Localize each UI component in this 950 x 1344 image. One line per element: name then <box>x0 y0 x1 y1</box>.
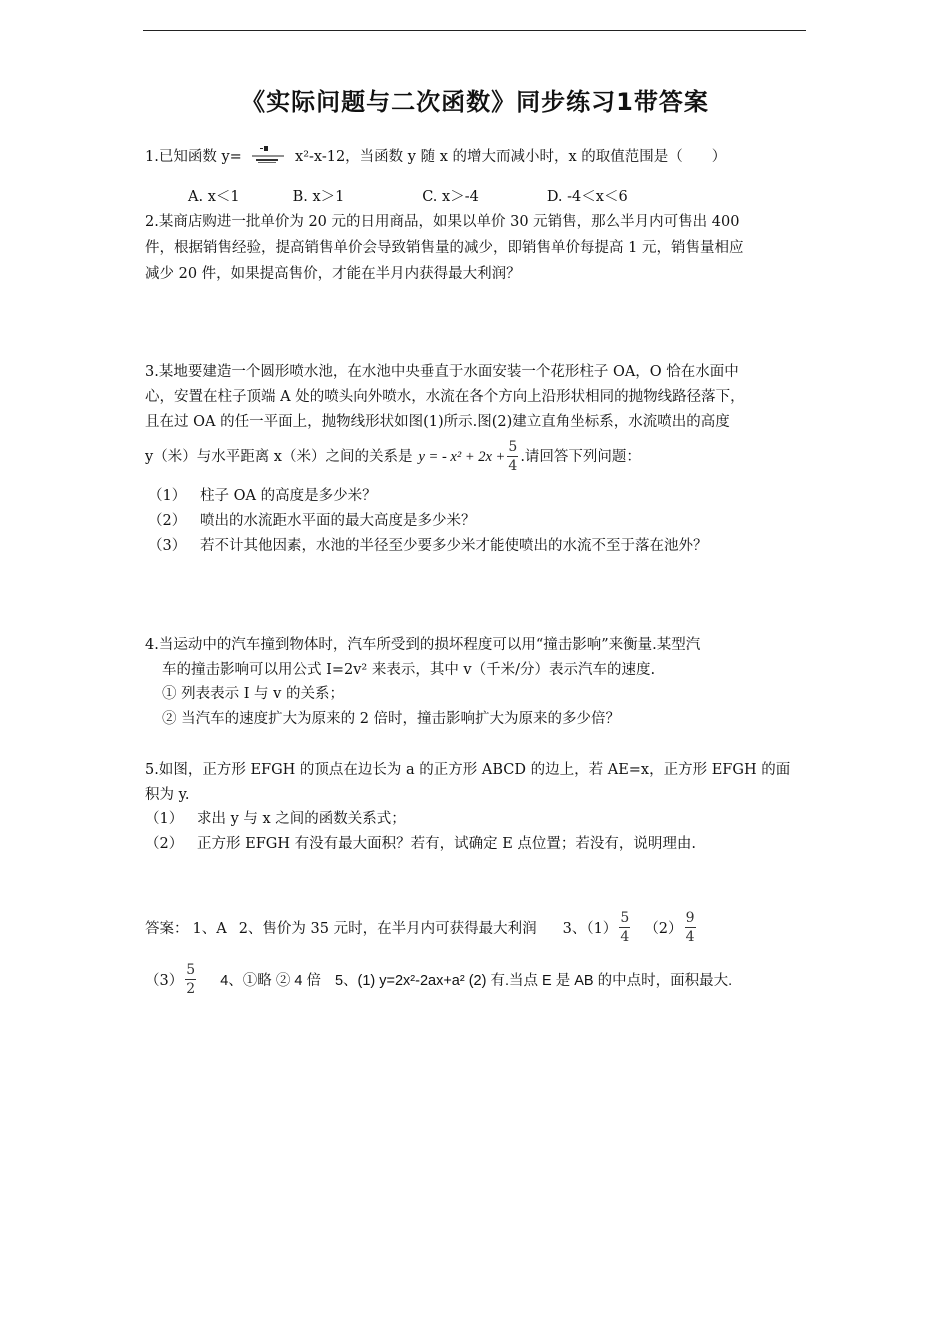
fraction-denominator: 4 <box>508 458 518 474</box>
q3-line-1: 3.某地要建造一个圆形喷水池，在水池中央垂直于水面安装一个花形柱子 OA，O 恰在水面中 <box>145 364 739 380</box>
q2-line-2: 件，根据销售经验，提高销售单价会导致销售量的减少，即销售单价每提高 1 元，销售量相应 <box>145 240 744 256</box>
q3-formula: y = - x² + 2x + <box>418 448 506 465</box>
q3-formula-line <box>145 439 641 474</box>
answer-2: 2、售价为 35 元时，在半月内可获得最大利润 <box>238 921 537 937</box>
answer-5: 5、(1) y=2x²-2ax+a² (2) 有.当点 E 是 AB 的中点时，面积最大. <box>334 973 733 989</box>
q1-options <box>188 186 628 208</box>
q3-sub-3: （3） 若不计其他因素，水池的半径至少要多少米才能使喷出的水流不至于落在池外？ <box>148 538 708 554</box>
header-rule <box>143 30 806 31</box>
q1-option-b: B. x＞1 <box>292 189 345 205</box>
q2-line-3: 减少 20 件，如果提高售价，才能在半月内获得最大利润？ <box>145 266 521 282</box>
q4-line-2: 车的撞击影响可以用公式 I=2v² 来表示，其中 v（千米/分）表示汽车的速度. <box>162 662 656 678</box>
q3-sub-1: （1） 柱子 OA 的高度是多少米？ <box>148 488 377 504</box>
q5-line-2: 积为 y. <box>145 787 190 803</box>
answer-3-1-fraction: $\frac{5}{4}$ <box>620 910 630 945</box>
answer-4: 4、①略 ② 4 倍 <box>220 973 321 989</box>
q4-sub-1: ① 列表表示 I 与 v 的关系； <box>162 686 344 702</box>
q3-formula-suffix: .请回答下列问题： <box>520 448 641 465</box>
garbled-fraction-icon <box>250 146 286 168</box>
answers-line-2 <box>145 962 732 997</box>
q5-sub-1: （1） 求出 y 与 x 之间的函数关系式； <box>145 811 406 827</box>
answer-1: 1、A <box>192 921 227 937</box>
q3-line-3: 且在过 OA 的任一平面上，抛物线形状如图(1)所示.图(2)建立直角坐标系，水流喷出的高度 <box>145 414 730 430</box>
q4-sub-2: ② 当汽车的速度扩大为原来的 2 倍时，撞击影响扩大为原来的多少倍？ <box>162 711 621 727</box>
fraction-numerator: 5 <box>508 439 518 455</box>
q3-formula-prefix: y（米）与水平距离 x（米）之间的关系是 <box>145 448 413 465</box>
q5-sub-2: （2） 正方形 EFGH 有没有最大面积？若有，试确定 E 点位置；若没有，说明理由. <box>145 836 697 852</box>
q1-option-d: D. -4＜x＜6 <box>546 189 628 205</box>
answer-3-2-label: （2） <box>644 921 683 937</box>
q5-line-1: 5.如图，正方形 EFGH 的顶点在边长为 a 的正方形 ABCD 的边上，若 AE=x，正方形 EFGH 的面 <box>145 762 791 778</box>
answers-label: 答案： <box>145 921 189 937</box>
answer-3-3-label: （3） <box>145 973 184 989</box>
q1-option-a: A. x＜1 <box>188 189 240 205</box>
answer-3: 3、（1） <box>562 921 618 937</box>
page-title: 《实际问题与二次函数》同步练习1带答案 <box>241 88 709 116</box>
q4-line-1: 4.当运动中的汽车撞到物体时，汽车所受到的损坏程度可以用“撞击影响”来衡量.某型汽 <box>145 637 701 653</box>
q3-line-2: 心，安置在柱子顶端 A 处的喷头向外喷水，水流在各个方向上沿形状相同的抛物线路径落下， <box>145 389 745 405</box>
q2-line-1: 2.某商店购进一批单价为 20 元的日用商品，如果以单价 30 元销售，那么半月内可售出 400 <box>145 214 740 230</box>
q1-prefix: 1.已知函数 y= <box>145 149 242 165</box>
answers-line-1 <box>145 910 698 945</box>
q1-option-c: C. x＞-4 <box>422 189 479 205</box>
q3-sub-2: （2） 喷出的水流距水平面的最大高度是多少米？ <box>148 513 476 529</box>
answer-3-2-fraction: $\frac{9}{4}$ <box>685 910 695 945</box>
q1-tail: x²-x-12，当函数 y 随 x 的增大而减小时，x 的取值范围是（ ） <box>295 149 727 165</box>
q3-formula-fraction <box>507 439 518 474</box>
question-1 <box>145 146 726 168</box>
answer-3-3-fraction: $\frac{5}{2}$ <box>186 962 196 997</box>
